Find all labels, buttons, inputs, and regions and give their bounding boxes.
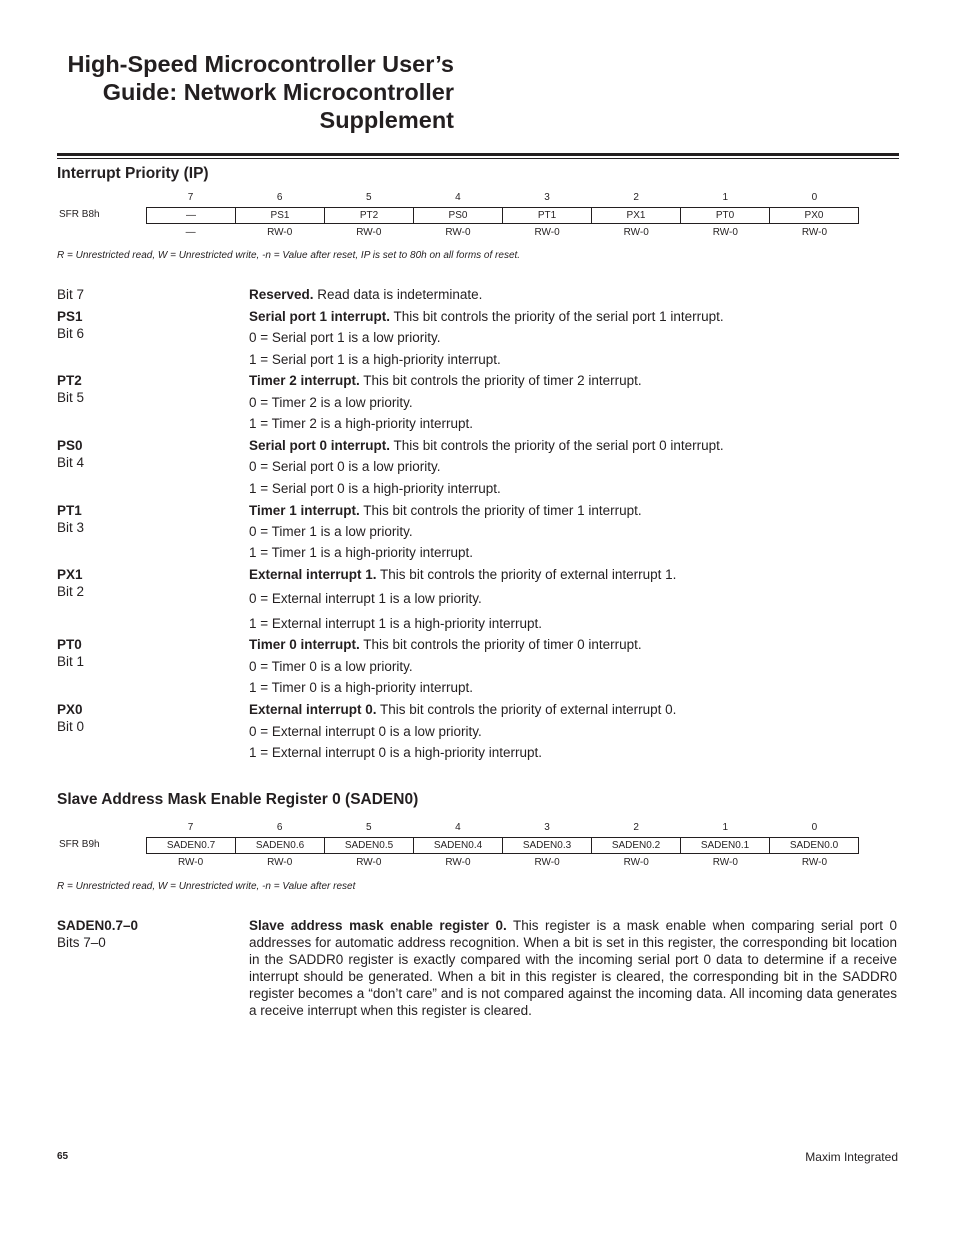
bit-number: 3	[544, 822, 550, 833]
bit-position: Bit 0	[57, 719, 85, 734]
bit-description-text: This bit controls the priority of external interrupt 0.	[376, 702, 677, 717]
title-divider-thin	[57, 158, 899, 159]
register-bit-cell: PX0	[769, 208, 858, 223]
bit-number: 0	[811, 822, 818, 833]
bit-option-1: 1 = Serial port 0 is a high-priority interrupt.	[249, 481, 501, 496]
bit-number: 6	[276, 822, 283, 833]
bit-description-pt1	[249, 502, 642, 519]
ip-access-row	[146, 227, 859, 238]
bit-name: PT1	[57, 503, 82, 518]
bit-position: Bit 6	[57, 326, 85, 341]
register-bit-cell: PT1	[502, 208, 591, 223]
access-label: RW-0	[445, 227, 471, 238]
bit-name: PT2	[57, 373, 82, 388]
access-label: RW-0	[712, 857, 738, 868]
bit-number: 1	[722, 192, 729, 203]
bit-option-1: 1 = Timer 0 is a high-priority interrupt.	[249, 680, 473, 695]
bit-description-text: This bit controls the priority of timer 1 interrupt.	[359, 503, 642, 518]
bit-option-1: 1 = Serial port 1 is a high-priority interrupt.	[249, 352, 501, 367]
bit-description-text: This bit controls the priority of the serial port 1 interrupt.	[390, 309, 724, 324]
bit-heading: Reserved.	[249, 287, 314, 302]
access-label: RW-0	[445, 857, 471, 868]
bit-number: 2	[633, 822, 639, 833]
bit-label-pt0	[57, 636, 84, 670]
bit-description-px1	[249, 566, 676, 583]
register-bit-cell: SADEN0.0	[769, 838, 858, 853]
register-bit-cell: SADEN0.7	[166, 840, 216, 851]
bit-label-px1	[57, 566, 84, 600]
bit-heading: Serial port 0 interrupt.	[249, 438, 391, 453]
bit-number: 0	[811, 192, 818, 203]
access-label: RW-0	[712, 227, 738, 238]
bit-heading: External interrupt 0.	[249, 702, 377, 717]
bit-option-1: 1 = Timer 1 is a high-priority interrupt.	[249, 545, 473, 560]
bit-position: Bit 4	[57, 455, 85, 470]
section-title-ip: Interrupt Priority (IP)	[57, 165, 209, 182]
page-number: 65	[57, 1151, 69, 1162]
bit-description-ps0	[249, 437, 724, 454]
bit-position: Bit 2	[57, 584, 85, 599]
saden0-description	[249, 917, 897, 1019]
bit-name: PX0	[57, 702, 83, 717]
register-bit-cell: PS1	[235, 208, 324, 223]
register-bit-cell: —	[186, 210, 196, 221]
access-label: RW-0	[534, 857, 560, 868]
title-line: High-Speed Microcontroller User’s	[67, 51, 454, 77]
bit-number: 4	[455, 822, 461, 833]
bit-description-text: Read data is indeterminate.	[313, 287, 483, 302]
bit-position: Bit 7	[57, 287, 85, 302]
access-label: RW-0	[534, 227, 560, 238]
bit-heading: Timer 2 interrupt.	[249, 373, 360, 388]
register-bit-cell: SADEN0.3	[502, 838, 591, 853]
title-divider	[57, 153, 899, 156]
ip-bit-numbers	[146, 192, 859, 203]
saden-register-map	[146, 837, 859, 854]
bit-name: PT0	[57, 637, 82, 652]
bit-name: PX1	[57, 567, 83, 582]
register-bit-cell: SADEN0.1	[680, 838, 769, 853]
access-label: RW-0	[356, 227, 382, 238]
bit-option-1: 1 = Timer 2 is a high-priority interrupt.	[249, 416, 473, 431]
bit-option-0: 0 = External interrupt 0 is a low priority.	[249, 724, 482, 739]
bit-position: Bit 5	[57, 390, 85, 405]
access-label: RW-0	[267, 227, 293, 238]
saden-access-row	[146, 857, 859, 868]
bit-label-ps0	[57, 437, 84, 471]
saden-reset-note: R = Unrestricted read, W = Unrestricted write, -n = Value after reset	[57, 881, 356, 892]
access-label: RW-0	[356, 857, 382, 868]
bit-name: PS0	[57, 438, 83, 453]
section-title-saden0: Slave Address Mask Enable Register 0 (SADEN0)	[57, 791, 419, 808]
register-bit-cell: SADEN0.4	[413, 838, 502, 853]
bit-label-ps1	[57, 308, 84, 342]
bit-number: 1	[722, 822, 729, 833]
register-bit-cell: PX1	[591, 208, 680, 223]
access-label: RW-0	[267, 857, 293, 868]
bit-name: SADEN0.7–0	[57, 918, 139, 933]
bit-number: 5	[366, 192, 372, 203]
bit-option-0: 0 = Timer 0 is a low priority.	[249, 659, 413, 674]
access-label: RW-0	[801, 857, 828, 868]
bit-position: Bit 1	[57, 654, 85, 669]
bit-description-px0	[249, 701, 676, 718]
bit-description-text: This bit controls the priority of external interrupt 1.	[376, 567, 677, 582]
access-label: RW-0	[801, 227, 828, 238]
bit-option-1: 1 = External interrupt 1 is a high-priority interrupt.	[249, 616, 543, 631]
bit-option-0: 0 = Serial port 1 is a low priority.	[249, 330, 441, 345]
bit-number: 7	[187, 192, 194, 203]
bit-label-7	[57, 286, 84, 303]
register-bit-cell: SADEN0.5	[324, 838, 413, 853]
register-bit-cell: SADEN0.2	[591, 838, 680, 853]
bit-description-ps1	[249, 308, 724, 325]
register-bit-cell: PT0	[680, 208, 769, 223]
register-bit-cell: PT2	[324, 208, 413, 223]
bit-heading: Timer 1 interrupt.	[249, 503, 360, 518]
bit-number: 3	[544, 192, 550, 203]
bit-heading: Slave address mask enable register 0.	[249, 918, 507, 933]
saden-bit-numbers	[146, 822, 859, 833]
bit-heading: Serial port 1 interrupt.	[249, 309, 391, 324]
bit-name: PS1	[57, 309, 83, 324]
bit-heading: Timer 0 interrupt.	[249, 637, 360, 652]
saden-sfr-address: SFR B9h	[59, 839, 100, 850]
bit-option-1: 1 = External interrupt 0 is a high-priority interrupt.	[249, 745, 543, 760]
bit-position: Bit 3	[57, 520, 85, 535]
access-label: RW-0	[177, 857, 204, 868]
bit-description-7	[249, 286, 482, 303]
footer-company: Maxim Integrated	[805, 1150, 898, 1164]
bit-number: 6	[276, 192, 283, 203]
bit-description-pt2	[249, 372, 642, 389]
bit-number: 4	[455, 192, 461, 203]
bit-option-0: 0 = Timer 2 is a low priority.	[249, 395, 413, 410]
bit-description-text: This bit controls the priority of timer 2 interrupt.	[359, 373, 642, 388]
bit-option-0: 0 = External interrupt 1 is a low priority.	[249, 591, 482, 606]
ip-sfr-address: SFR B8h	[59, 209, 100, 220]
access-label: RW-0	[623, 227, 649, 238]
access-label: RW-0	[623, 857, 649, 868]
ip-register-map	[146, 207, 859, 224]
document-title	[60, 50, 454, 134]
bit-number: 7	[187, 822, 194, 833]
bit-label-px0	[57, 701, 84, 735]
bit-position: Bits 7–0	[57, 935, 106, 950]
bit-description-text: This bit controls the priority of the serial port 0 interrupt.	[390, 438, 724, 453]
bit-option-0: 0 = Serial port 0 is a low priority.	[249, 459, 441, 474]
register-bit-cell: PS0	[413, 208, 502, 223]
bit-label-pt1	[57, 502, 84, 536]
bit-description-pt0	[249, 636, 642, 653]
bit-heading: External interrupt 1.	[249, 567, 377, 582]
ip-reset-note: R = Unrestricted read, W = Unrestricted write, -n = Value after reset, IP is set to 80h on all forms of reset.	[57, 250, 521, 261]
title-line: Guide: Network Microcontroller	[102, 79, 454, 105]
bit-option-0: 0 = Timer 1 is a low priority.	[249, 524, 413, 539]
bit-label-saden0	[57, 917, 138, 951]
bit-description-text: This register is a mask enable when comparing serial port 0 addresses for automatic address recognition. When a bit is set in this register, the corresponding bit location in the SADDR0 register is exactly compared with the incoming serial port 0 data to determine if a receive interrupt should be generated. When a bit in this register is cleared, the corresponding bit in the SADDR0 register becomes a “don’t care” and is not compared against the incoming data. All incoming data generates a receive interrupt when this register is cleared.	[249, 918, 898, 1018]
title-line: Supplement	[319, 107, 454, 133]
register-bit-cell: SADEN0.6	[235, 838, 324, 853]
bit-number: 2	[633, 192, 639, 203]
bit-label-pt2	[57, 372, 84, 406]
access-label: —	[185, 227, 196, 238]
bit-number: 5	[366, 822, 372, 833]
bit-description-text: This bit controls the priority of timer 0 interrupt.	[359, 637, 642, 652]
